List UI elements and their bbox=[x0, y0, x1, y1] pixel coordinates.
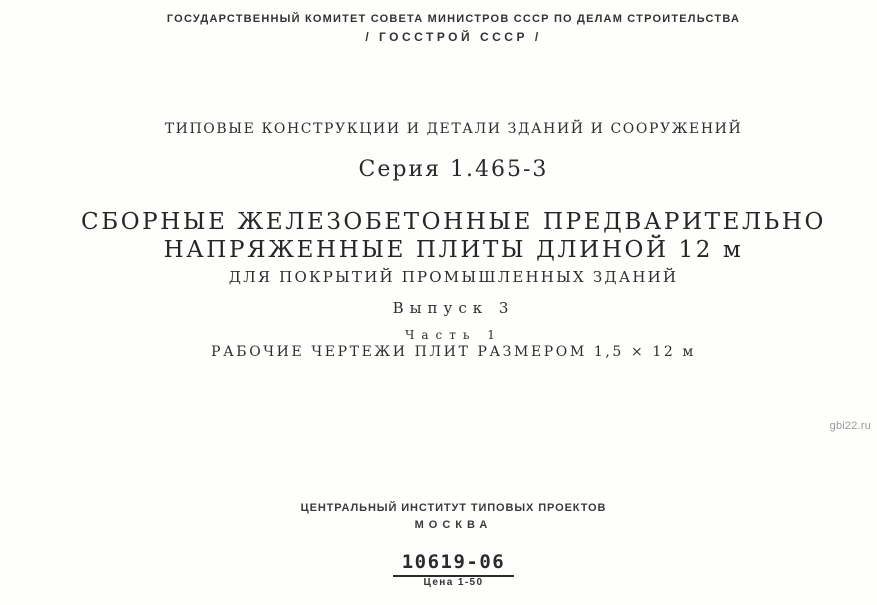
issue-number: Выпуск 3 bbox=[392, 299, 515, 317]
series-number: Серия 1.465-3 bbox=[358, 157, 549, 182]
part-subtitle: РАБОЧИЕ ЧЕРТЕЖИ ПЛИТ РАЗМЕРОМ 1,5 × 12 м bbox=[211, 344, 696, 360]
part-number: Часть 1 bbox=[405, 328, 502, 342]
collection-title: ТИПОВЫЕ КОНСТРУКЦИИ И ДЕТАЛИ ЗДАНИЙ И СООРУЖЕНИЙ bbox=[164, 121, 743, 137]
document-number: 10619-06 bbox=[393, 551, 515, 577]
header-gosstroy-line: / ГОССТРОЙ СССР / bbox=[365, 30, 542, 44]
price-label: Цена 1-50 bbox=[423, 577, 484, 588]
header-committee-line: ГОСУДАРСТВЕННЫЙ КОМИТЕТ СОВЕТА МИНИСТРОВ СССР ПО ДЕЛАМ СТРОИТЕЛЬСТВА bbox=[166, 13, 741, 25]
publisher-institute: ЦЕНТРАЛЬНЫЙ ИНСТИТУТ ТИПОВЫХ ПРОЕКТОВ bbox=[300, 502, 607, 514]
site-watermark: gbi22.ru bbox=[829, 420, 871, 432]
publisher-city: МОСКВА bbox=[414, 519, 493, 531]
document-title-line2: НАПРЯЖЕННЫЕ ПЛИТЫ ДЛИНОЙ 12 м bbox=[163, 237, 744, 263]
document-title-line1: СБОРНЫЕ ЖЕЛЕЗОБЕТОННЫЕ ПРЕДВАРИТЕЛЬНО bbox=[81, 209, 826, 235]
document-number-block bbox=[30, 551, 877, 577]
document-subtitle: ДЛЯ ПОКРЫТИЙ ПРОМЫШЛЕННЫХ ЗДАНИЙ bbox=[228, 268, 679, 286]
